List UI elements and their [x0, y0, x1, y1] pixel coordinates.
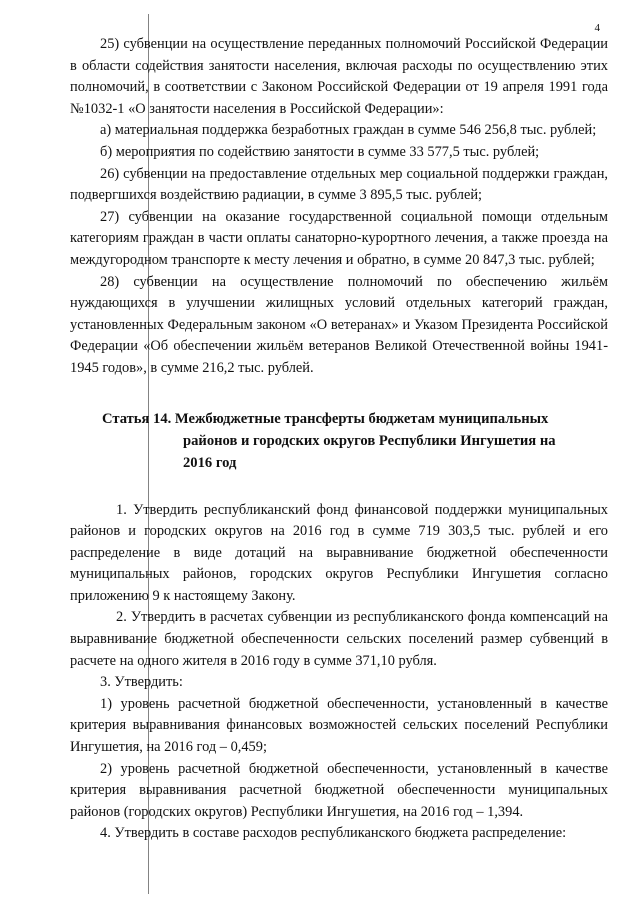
- article-heading: [70, 408, 608, 474]
- clause-2: 2. Утвердить в расчетах субвенции из республиканского фонда компенсаций на выравнивание бюджетной обеспеченности сельских поселений размер субвенций в расчете на одного жителя в 2016 году в сумме 371,10 рубля.: [70, 609, 608, 669]
- paragraph-item-27: 27) субвенции на оказание государственной социальной помощи отдельным категориям граждан в части оплаты санаторно-курортного лечения, а также проезда на междугородном транспорте к месту лечения и обратно, в сумме 20 847,3 тыс. рублей;: [70, 208, 608, 268]
- page-number: 4: [594, 22, 600, 34]
- clause-4: 4. Утвердить в составе расходов республиканского бюджета распределение:: [100, 825, 567, 842]
- paragraph-item-28: 28) субвенции на осуществление полномочий по обеспечению жильём нуждающихся в улучшении жилищных условий отдельных категорий граждан, установленных Федеральным законом «О ветеранах» и Указом Президента Российской Федерации «Об обеспечении жильём ветеранов Великой Отечественной войны 1941-1945 годов», в сумме 216,2 тыс. рублей.: [70, 273, 608, 376]
- clause-3-1: 1) уровень расчетной бюджетной обеспеченности, установленный в качестве критерия выравнивания финансовых возможностей сельских поселений Республики Ингушетия, на 2016 год – 0,459;: [70, 695, 608, 756]
- article-title-line-3: 2016 год: [183, 454, 237, 471]
- article-title-line-1: Статья 14. Межбюджетные трансферты бюджетам муниципальных: [102, 410, 549, 427]
- paragraph-item-26: 26) субвенции на предоставление отдельных мер социальной поддержки граждан, подвергшихся воздействию радиации, в сумме 3 895,5 тыс. рублей;: [70, 165, 608, 204]
- clause-3: 3. Утвердить:: [100, 674, 183, 691]
- clause-3-2: 2) уровень расчетной бюджетной обеспеченности, установленный в качестве критерия выравнивания расчетной бюджетной обеспеченности муниципальных районов (городских округов) Республики Ингушетия, на 2016 год – 1,394.: [70, 760, 608, 820]
- paragraph-item-25b: б) мероприятия по содействию занятости в сумме 33 577,5 тыс. рублей;: [100, 143, 540, 160]
- paragraph-item-25a: а) материальная поддержка безработных граждан в сумме 546 256,8 тыс. рублей;: [100, 122, 597, 139]
- clause-1: 1. Утвердить республиканский фонд финансовой поддержки муниципальных районов и городских округов на 2016 год в сумме 719 303,5 тыс. рублей и его распределение в виде дотаций на выравнивание бюджетной обеспеченности муниципальных районов, городских округов Республики Ингушетия согласно приложению 9 к настоящему Закону.: [70, 501, 608, 604]
- article-title-line-2: районов и городских округов Республики Ингушетия на: [183, 432, 556, 449]
- document-body: [70, 34, 608, 845]
- paragraph-item-25: 25) субвенции на осуществление переданных полномочий Российской Федерации в области содействия занятости населения, включая расходы по осуществлению этих полномочий, в соответствии с Законом Российской Федерации от 19 апреля 1991 года №1032-1 «О занятости населения в Российской Федерации»:: [70, 36, 608, 117]
